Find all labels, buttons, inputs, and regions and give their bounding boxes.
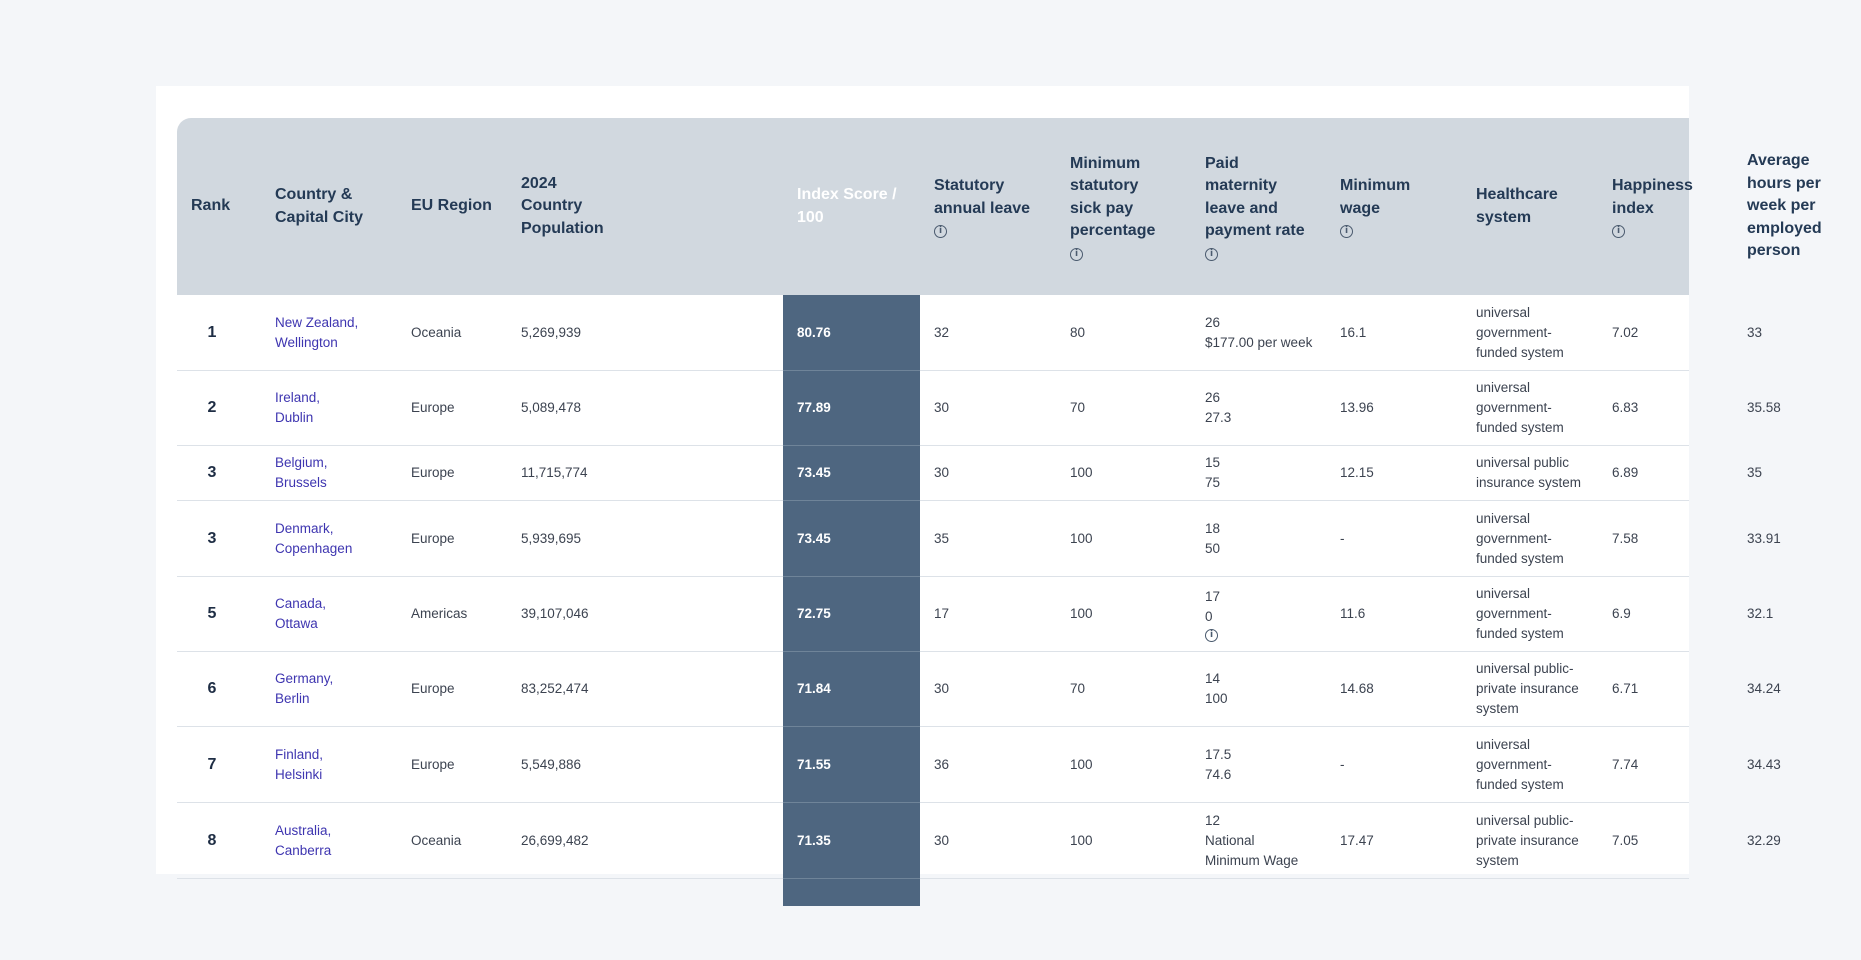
row-divider (783, 878, 920, 879)
info-icon[interactable]: i (934, 225, 947, 238)
population-cell (521, 371, 655, 445)
rank-cell-text: 5 (207, 605, 217, 622)
annual-leave-cell (934, 803, 1054, 878)
happiness-cell-text: 6.71 (1612, 681, 1639, 696)
healthcare-cell-text: universal government- funded system (1476, 380, 1564, 435)
maternity-cell (1205, 295, 1324, 370)
sick-pay-cell-text: 80 (1070, 324, 1086, 340)
column-header-label: Country & Capital City (275, 186, 364, 226)
annual-leave-cell-text: 30 (934, 681, 950, 696)
index-score-cell (797, 727, 918, 802)
healthcare-cell-text: universal public- private insurance system (1476, 661, 1579, 716)
rank-cell (177, 803, 247, 878)
healthcare-cell-text: universal government- funded system (1476, 510, 1564, 566)
column-header-rank (191, 118, 259, 295)
column-header-label: Healthcare system (1476, 186, 1558, 226)
maternity-cell-text: 14 100 (1205, 671, 1228, 706)
index-score-cell (797, 446, 918, 500)
column-header-label: Statutory annual leave (934, 177, 1031, 217)
happiness-cell (1612, 295, 1731, 370)
maternity-cell-text: 17.5 74.6 (1205, 746, 1232, 782)
annual-leave-cell (934, 577, 1054, 651)
happiness-cell-text: 7.02 (1612, 324, 1639, 340)
column-header-sick (1070, 118, 1189, 295)
avg-hours-cell (1747, 295, 1861, 370)
avg-hours-cell-text: 35.58 (1747, 400, 1781, 415)
country-city-link-text[interactable]: Australia, Canberra (275, 822, 332, 858)
region-cell-text: Americas (411, 606, 468, 621)
table-row (177, 577, 1774, 652)
column-header-label: 2024 Country Population (521, 174, 604, 237)
table-row (177, 803, 1781, 879)
maternity-cell-text: 26 $177.00 per week (1205, 314, 1313, 350)
happiness-cell (1612, 803, 1731, 878)
annual-leave-cell (934, 371, 1054, 445)
maternity-cell (1205, 501, 1324, 576)
region-cell (411, 577, 505, 651)
country-city-link[interactable] (275, 446, 395, 500)
minimum-wage-cell-text: 14.68 (1340, 681, 1374, 696)
column-header-label: EU Region (411, 197, 492, 215)
minimum-wage-cell-text: 11.6 (1340, 606, 1366, 621)
rank-cell (177, 501, 247, 576)
population-cell (521, 446, 655, 500)
avg-hours-cell (1747, 371, 1861, 445)
avg-hours-cell (1747, 446, 1861, 500)
happiness-cell-text: 7.05 (1612, 832, 1639, 848)
sick-pay-cell (1070, 501, 1189, 576)
maternity-cell-text: 12 National Minimum Wage (1205, 812, 1299, 868)
minimum-wage-cell-text: 13.96 (1340, 400, 1374, 415)
annual-leave-cell-text: 36 (934, 756, 950, 772)
annual-leave-cell (934, 295, 1054, 370)
population-cell (521, 727, 655, 802)
healthcare-cell (1476, 371, 1596, 445)
healthcare-cell (1476, 501, 1596, 576)
minimum-wage-cell-text: 12.15 (1340, 465, 1374, 480)
index-score-cell (797, 577, 918, 651)
sick-pay-cell-text: 70 (1070, 681, 1086, 696)
population-cell-text: 5,549,886 (521, 756, 582, 772)
maternity-cell (1205, 803, 1324, 878)
avg-hours-cell-text: 35 (1747, 465, 1763, 480)
column-header-hours (1747, 118, 1861, 295)
happiness-cell-text: 7.74 (1612, 756, 1639, 772)
minimum-wage-cell (1340, 371, 1460, 445)
maternity-cell (1205, 371, 1324, 445)
column-header-label: Paid maternity leave and payment rate (1205, 154, 1305, 239)
population-cell-text: 5,089,478 (521, 400, 582, 415)
info-icon[interactable]: i (1070, 248, 1083, 261)
sick-pay-cell-text: 100 (1070, 530, 1093, 546)
avg-hours-cell-text: 33 (1747, 324, 1763, 340)
info-icon[interactable]: i (1205, 248, 1218, 261)
country-city-link[interactable] (275, 295, 395, 370)
column-header-wage (1340, 118, 1460, 295)
sick-pay-cell (1070, 727, 1189, 802)
minimum-wage-cell-text: - (1340, 530, 1345, 546)
annual-leave-cell (934, 501, 1054, 576)
rank-cell (177, 577, 247, 651)
sick-pay-cell-text: 100 (1070, 756, 1093, 772)
sick-pay-cell (1070, 371, 1189, 445)
sick-pay-cell (1070, 446, 1189, 500)
country-city-link-text[interactable]: Ireland, Dublin (275, 390, 321, 425)
region-cell-text: Europe (411, 530, 455, 546)
ranking-table (177, 118, 1822, 879)
population-cell (521, 501, 655, 576)
table-row (177, 727, 1781, 803)
index-score-cell (797, 371, 918, 445)
table-body (177, 295, 1781, 879)
country-city-link[interactable] (275, 727, 395, 802)
sick-pay-cell-text: 100 (1070, 465, 1093, 480)
minimum-wage-cell (1340, 727, 1460, 802)
annual-leave-cell-text: 30 (934, 400, 950, 415)
country-city-link[interactable] (275, 371, 395, 445)
table-row (177, 501, 1781, 577)
index-score-cell-text: 71.55 (797, 756, 831, 772)
column-header-score (797, 118, 918, 295)
maternity-cell (1205, 577, 1324, 651)
happiness-cell-text: 6.83 (1612, 400, 1639, 415)
minimum-wage-cell-text: 17.47 (1340, 832, 1374, 848)
population-cell (521, 295, 655, 370)
index-score-cell (797, 652, 918, 726)
region-cell (411, 295, 505, 370)
sick-pay-cell (1070, 652, 1189, 726)
maternity-cell-text: 17 0 (1205, 588, 1221, 624)
maternity-cell (1205, 446, 1324, 500)
region-cell (411, 501, 505, 576)
avg-hours-cell-text: 34.43 (1747, 756, 1781, 772)
annual-leave-cell-text: 35 (934, 530, 950, 546)
column-header-health (1476, 118, 1596, 295)
annual-leave-cell-text: 30 (934, 832, 950, 848)
population-cell-text: 39,107,046 (521, 606, 589, 621)
column-header-label: Minimum statutory sick pay percentage (1070, 154, 1156, 239)
healthcare-cell (1476, 803, 1596, 878)
avg-hours-cell (1747, 727, 1861, 802)
healthcare-cell-text: universal government- funded system (1476, 304, 1564, 360)
population-cell-text: 11,715,774 (521, 465, 588, 480)
maternity-cell (1205, 727, 1324, 802)
region-cell-text: Europe (411, 756, 455, 772)
country-city-link-text[interactable]: Finland, Helsinki (275, 746, 324, 782)
column-header-label: Minimum wage (1340, 177, 1411, 217)
country-city-link[interactable] (275, 577, 395, 651)
minimum-wage-cell-text: 16.1 (1340, 324, 1367, 340)
country-city-link-text[interactable]: Denmark, Copenhagen (275, 520, 353, 556)
index-score-cell (797, 295, 918, 370)
rank-cell (177, 727, 247, 802)
region-cell-text: Europe (411, 681, 455, 696)
healthcare-cell (1476, 295, 1596, 370)
region-cell (411, 727, 505, 802)
population-cell-text: 5,269,939 (521, 324, 582, 340)
happiness-cell (1612, 577, 1731, 651)
index-score-cell-text: 71.35 (797, 832, 831, 848)
minimum-wage-cell (1340, 295, 1460, 370)
country-city-link-text[interactable]: Belgium, Brussels (275, 455, 328, 490)
country-city-link[interactable] (275, 652, 395, 726)
population-cell-text: 5,939,695 (521, 530, 582, 546)
rank-cell-text: 3 (207, 464, 217, 481)
region-cell-text: Oceania (411, 324, 462, 340)
region-cell (411, 371, 505, 445)
happiness-cell (1612, 501, 1731, 576)
region-cell-text: Europe (411, 400, 455, 415)
minimum-wage-cell (1340, 803, 1460, 878)
avg-hours-cell-text: 33.91 (1747, 530, 1781, 546)
table-row (177, 295, 1763, 371)
minimum-wage-cell-text: - (1340, 756, 1345, 772)
minimum-wage-cell (1340, 501, 1460, 576)
country-city-link[interactable] (275, 803, 395, 878)
index-score-cell-text: 72.75 (797, 606, 831, 621)
region-cell (411, 446, 505, 500)
maternity-cell (1205, 652, 1324, 726)
table-header (177, 118, 1822, 295)
annual-leave-cell-text: 30 (934, 465, 950, 480)
avg-hours-cell (1747, 803, 1861, 878)
region-cell-text: Oceania (411, 832, 462, 848)
healthcare-cell-text: universal public- private insurance system (1476, 812, 1579, 868)
index-score-cell-text: 73.45 (797, 530, 831, 546)
rank-cell-text: 2 (207, 399, 217, 416)
column-header-country (275, 118, 395, 295)
happiness-cell-text: 7.58 (1612, 530, 1639, 546)
column-header-label: Index Score / 100 (797, 186, 897, 226)
maternity-cell-text: 15 75 (1205, 455, 1221, 490)
index-score-cell-text: 71.84 (797, 681, 831, 696)
avg-hours-cell-text: 34.24 (1747, 681, 1781, 696)
column-header-label: Rank (191, 197, 231, 215)
rank-cell (177, 295, 247, 370)
avg-hours-cell (1747, 652, 1861, 726)
population-cell (521, 803, 655, 878)
country-city-link-text[interactable]: Germany, Berlin (275, 671, 334, 706)
maternity-cell-text: 18 50 (1205, 520, 1221, 556)
minimum-wage-cell (1340, 652, 1460, 726)
sick-pay-cell (1070, 295, 1189, 370)
healthcare-cell-text: universal public insurance system (1476, 455, 1582, 490)
rank-cell (177, 371, 247, 445)
happiness-cell (1612, 371, 1731, 445)
annual-leave-cell (934, 652, 1054, 726)
column-header-region (411, 118, 505, 295)
healthcare-cell-text: universal government- funded system (1476, 586, 1564, 641)
rank-cell-text: 1 (207, 323, 217, 341)
population-cell (521, 652, 655, 726)
annual-leave-cell-text: 17 (934, 606, 950, 621)
column-header-maternity (1205, 118, 1324, 295)
country-city-link-text[interactable]: New Zealand, Wellington (275, 314, 359, 350)
annual-leave-cell (934, 446, 1054, 500)
index-score-cell (797, 501, 918, 576)
country-city-link[interactable] (275, 501, 395, 576)
annual-leave-cell (934, 727, 1054, 802)
healthcare-cell-text: universal government- funded system (1476, 736, 1564, 792)
population-cell-text: 83,252,474 (521, 681, 589, 696)
happiness-cell-text: 6.9 (1612, 606, 1631, 621)
happiness-cell (1612, 446, 1731, 500)
avg-hours-cell (1747, 577, 1861, 651)
column-header-label: Average hours per week per employed person (1747, 152, 1822, 260)
rank-cell (177, 446, 247, 500)
column-header-leave (934, 118, 1054, 295)
table-row (177, 371, 1781, 446)
info-icon[interactable]: i (1205, 629, 1218, 642)
index-score-cell-text: 73.45 (797, 465, 831, 480)
region-cell (411, 803, 505, 878)
happiness-cell (1612, 652, 1731, 726)
country-city-link-text[interactable]: Canada, Ottawa (275, 596, 327, 631)
sick-pay-cell-text: 100 (1070, 832, 1093, 848)
table-row (177, 446, 1763, 501)
avg-hours-cell (1747, 501, 1861, 576)
rank-cell-text: 8 (207, 831, 217, 849)
sick-pay-cell-text: 70 (1070, 400, 1086, 415)
annual-leave-cell-text: 32 (934, 324, 950, 340)
column-header-label: Happiness index (1612, 177, 1693, 217)
avg-hours-cell-text: 32.29 (1747, 832, 1781, 848)
sick-pay-cell (1070, 803, 1189, 878)
index-score-cell-text: 80.76 (797, 324, 831, 340)
region-cell-text: Europe (411, 465, 455, 480)
rank-cell (177, 652, 247, 726)
index-score-cell-text: 77.89 (797, 400, 831, 415)
avg-hours-cell-text: 32.1 (1747, 606, 1774, 621)
rank-cell-text: 3 (207, 529, 217, 547)
healthcare-cell (1476, 446, 1596, 500)
sick-pay-cell (1070, 577, 1189, 651)
index-score-cell (797, 803, 918, 878)
rank-cell-text: 7 (207, 755, 217, 773)
minimum-wage-cell (1340, 577, 1460, 651)
table-row (177, 652, 1781, 727)
info-icon[interactable]: i (1612, 225, 1625, 238)
happiness-cell (1612, 727, 1731, 802)
sick-pay-cell-text: 100 (1070, 606, 1093, 621)
region-cell (411, 652, 505, 726)
column-header-population (521, 118, 655, 295)
rank-cell-text: 6 (207, 680, 217, 697)
healthcare-cell (1476, 727, 1596, 802)
column-header-happiness (1612, 118, 1731, 295)
population-cell (521, 577, 655, 651)
ranking-table-card (156, 86, 1822, 874)
maternity-cell-text: 26 27.3 (1205, 390, 1232, 425)
population-cell-text: 26,699,482 (521, 832, 589, 848)
happiness-cell-text: 6.89 (1612, 465, 1639, 480)
healthcare-cell (1476, 577, 1596, 651)
info-icon[interactable]: i (1340, 225, 1353, 238)
healthcare-cell (1476, 652, 1596, 726)
minimum-wage-cell (1340, 446, 1460, 500)
